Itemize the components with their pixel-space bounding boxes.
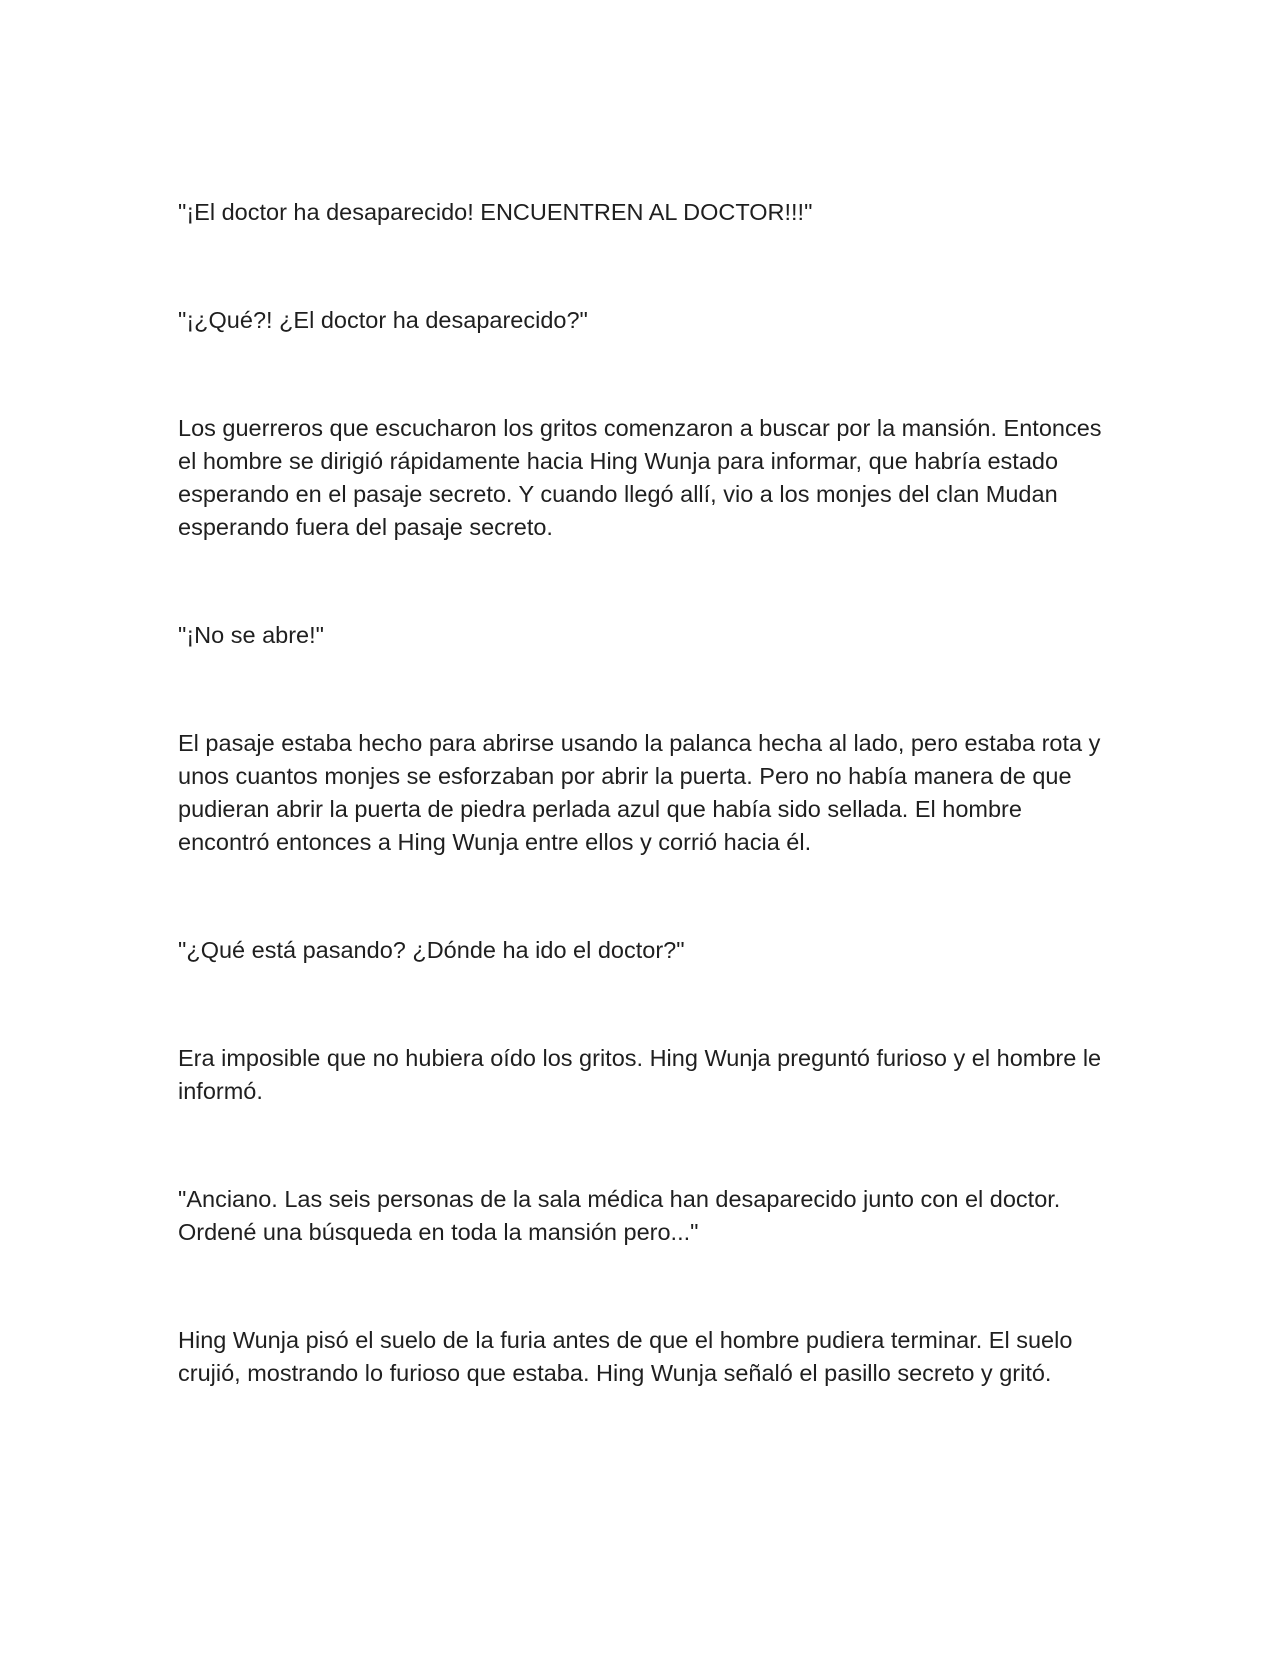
narrative-paragraph: Hing Wunja pisó el suelo de la furia antes de que el hombre pudiera terminar. El suelo crujió, mostrando lo furioso que estaba. Hing Wunja señaló el pasillo secreto y gritó. (178, 1327, 1073, 1386)
narrative-paragraph: Era imposible que no hubiera oído los gritos. Hing Wunja preguntó furioso y el hombre le informó. (178, 1045, 1102, 1104)
dialogue-paragraph: "¿Qué está pasando? ¿Dónde ha ido el doctor?" (178, 937, 685, 963)
dialogue-paragraph: "¡¿Qué?! ¿El doctor ha desaparecido?" (178, 307, 588, 333)
narrative-paragraph: El pasaje estaba hecho para abrirse usando la palanca hecha al lado, pero estaba rota y unos cuantos monjes se esforzaban por abrir la puerta. Pero no había manera de que pudieran abrir la puerta de piedra perlada azul que había sido sellada. El hombre encontró entonces a Hing Wunja entre ellos y corrió hacia él. (178, 730, 1101, 855)
document-body (178, 196, 1108, 1465)
dialogue-paragraph: "¡El doctor ha desaparecido! ENCUENTREN AL DOCTOR!!!" (178, 199, 813, 225)
dialogue-paragraph: "Anciano. Las seis personas de la sala médica han desaparecido junto con el doctor. Ordené una búsqueda en toda la mansión pero..." (178, 1186, 1061, 1245)
dialogue-paragraph: "¡No se abre!" (178, 622, 324, 648)
narrative-paragraph: Los guerreros que escucharon los gritos comenzaron a buscar por la mansión. Entonces el hombre se dirigió rápidamente hacia Hing Wunja para informar, que habría estado esperando en el pasaje secreto. Y cuando llegó allí, vio a los monjes del clan Mudan esperando fuera del pasaje secreto. (178, 415, 1102, 540)
